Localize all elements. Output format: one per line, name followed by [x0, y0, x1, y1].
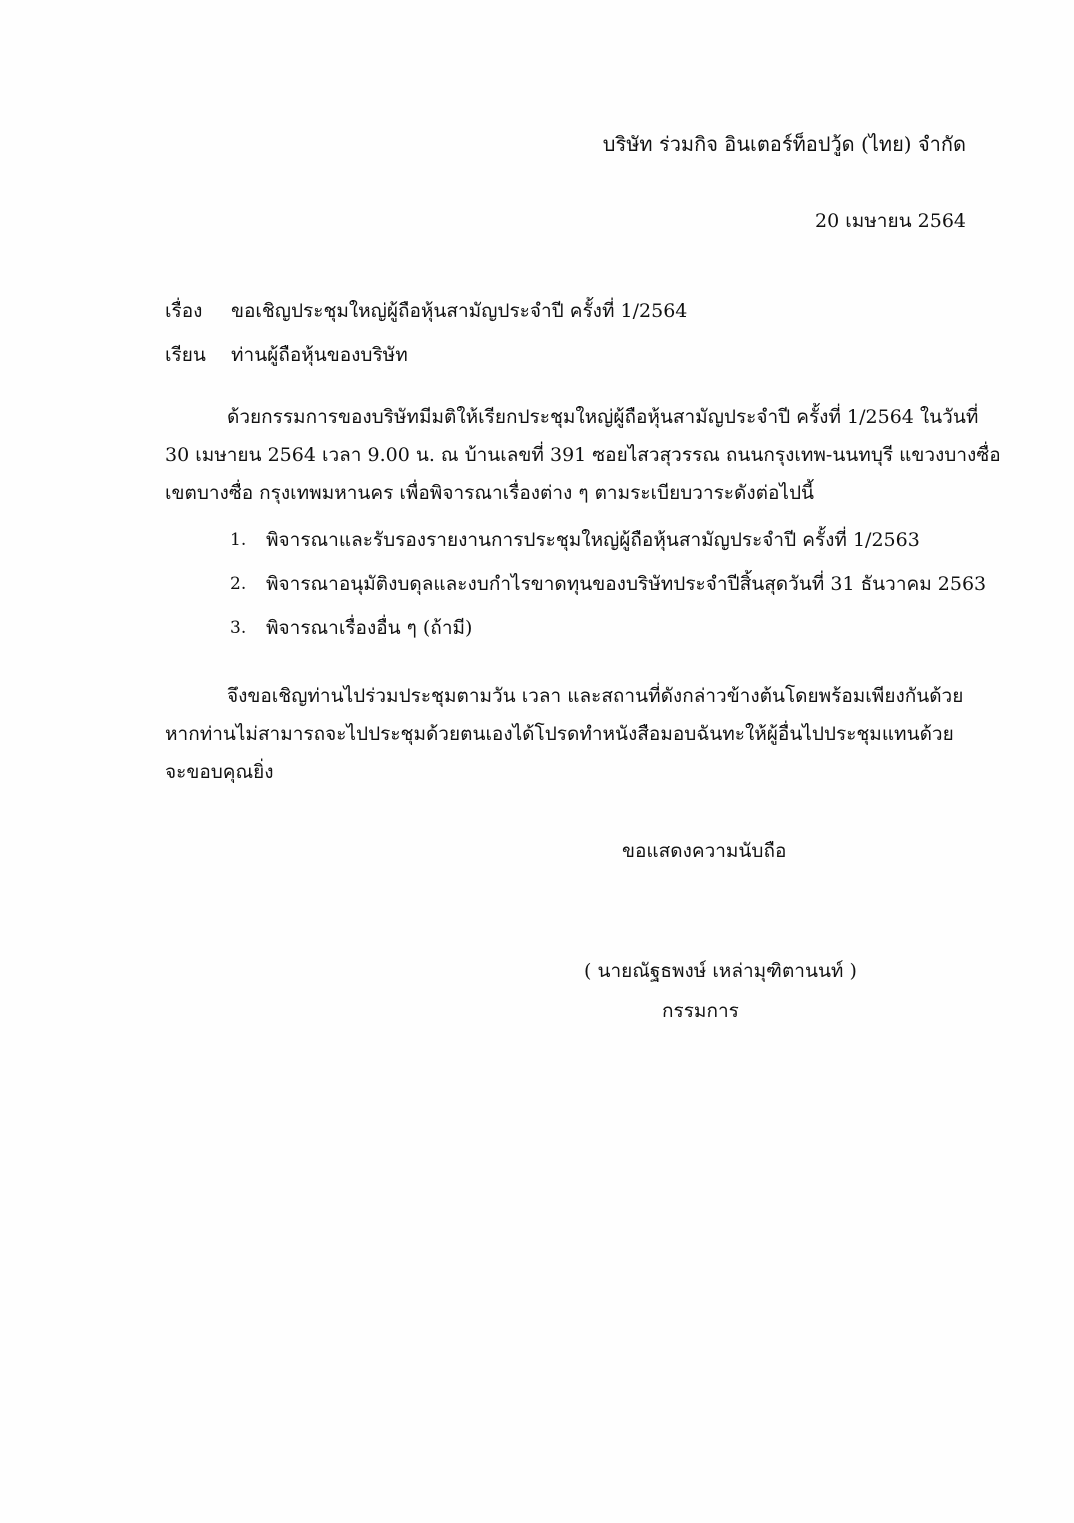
- agenda-number: 1.: [230, 530, 247, 550]
- subject-text: ขอเชิญประชุมใหญ่ผู้ถือหุ้นสามัญประจำปี ครั้งที่ 1/2564: [231, 300, 688, 322]
- body-paragraph-1: [165, 398, 1001, 512]
- agenda-item: [230, 562, 986, 606]
- signer-name: ( นายณัฐธพงษ์ เหล่ามุฑิตานนท์ ): [584, 960, 857, 982]
- agenda-list: [230, 518, 986, 650]
- subject-label: เรื่อง: [165, 300, 203, 322]
- paragraph-line: จึงขอเชิญท่านไปร่วมประชุมตามวัน เวลา และสถานที่ดังกล่าวข้างต้นโดยพร้อมเพียงกันด้วย: [227, 685, 964, 707]
- signer-title: กรรมการ: [662, 1000, 739, 1022]
- agenda-text: พิจารณาเรื่องอื่น ๆ (ถ้ามี): [266, 617, 473, 639]
- recipient-label: เรียน: [165, 344, 206, 366]
- subject-row: [165, 296, 687, 326]
- paragraph-line: เขตบางซื่อ กรุงเทพมหานคร เพื่อพิจารณาเรื่องต่าง ๆ ตามระเบียบวาระดังต่อไปนี้: [165, 482, 814, 504]
- paragraph-line: 30 เมษายน 2564 เวลา 9.00 น. ณ บ้านเลขที่ 391 ซอยไสวสุวรรณ ถนนกรุงเทพ-นนทบุรี แขวงบางซื่อ: [165, 444, 1001, 466]
- agenda-number: 3.: [230, 618, 247, 638]
- paragraph-line: ด้วยกรรมการของบริษัทมีมติให้เรียกประชุมใหญ่ผู้ถือหุ้นสามัญประจำปี ครั้งที่ 1/2564 ในวันที่: [227, 406, 979, 428]
- company-name: บริษัท ร่วมกิจ อินเตอร์ท็อปวู้ด (ไทย) จำกัด: [602, 132, 966, 156]
- agenda-text: พิจารณาและรับรองรายงานการประชุมใหญ่ผู้ถือหุ้นสามัญประจำปี ครั้งที่ 1/2563: [266, 529, 920, 551]
- letter-date: 20 เมษายน 2564: [815, 210, 966, 232]
- recipient-row: [165, 340, 408, 370]
- closing-phrase: ขอแสดงความนับถือ: [622, 840, 787, 862]
- agenda-number: 2.: [230, 574, 247, 594]
- recipient-text: ท่านผู้ถือหุ้นของบริษัท: [231, 344, 408, 366]
- agenda-text: พิจารณาอนุมัติงบดุลและงบกำไรขาดทุนของบริษัทประจำปีสิ้นสุดวันที่ 31 ธันวาคม 2563: [266, 573, 987, 595]
- paragraph-line: จะขอบคุณยิ่ง: [165, 761, 274, 783]
- agenda-item: [230, 518, 986, 562]
- agenda-item: [230, 606, 986, 650]
- paragraph-line: หากท่านไม่สามารถจะไปประชุมด้วยตนเองได้โปรดทำหนังสือมอบฉันทะให้ผู้อื่นไปประชุมแทนด้วย: [165, 723, 954, 745]
- body-paragraph-2: [165, 677, 965, 791]
